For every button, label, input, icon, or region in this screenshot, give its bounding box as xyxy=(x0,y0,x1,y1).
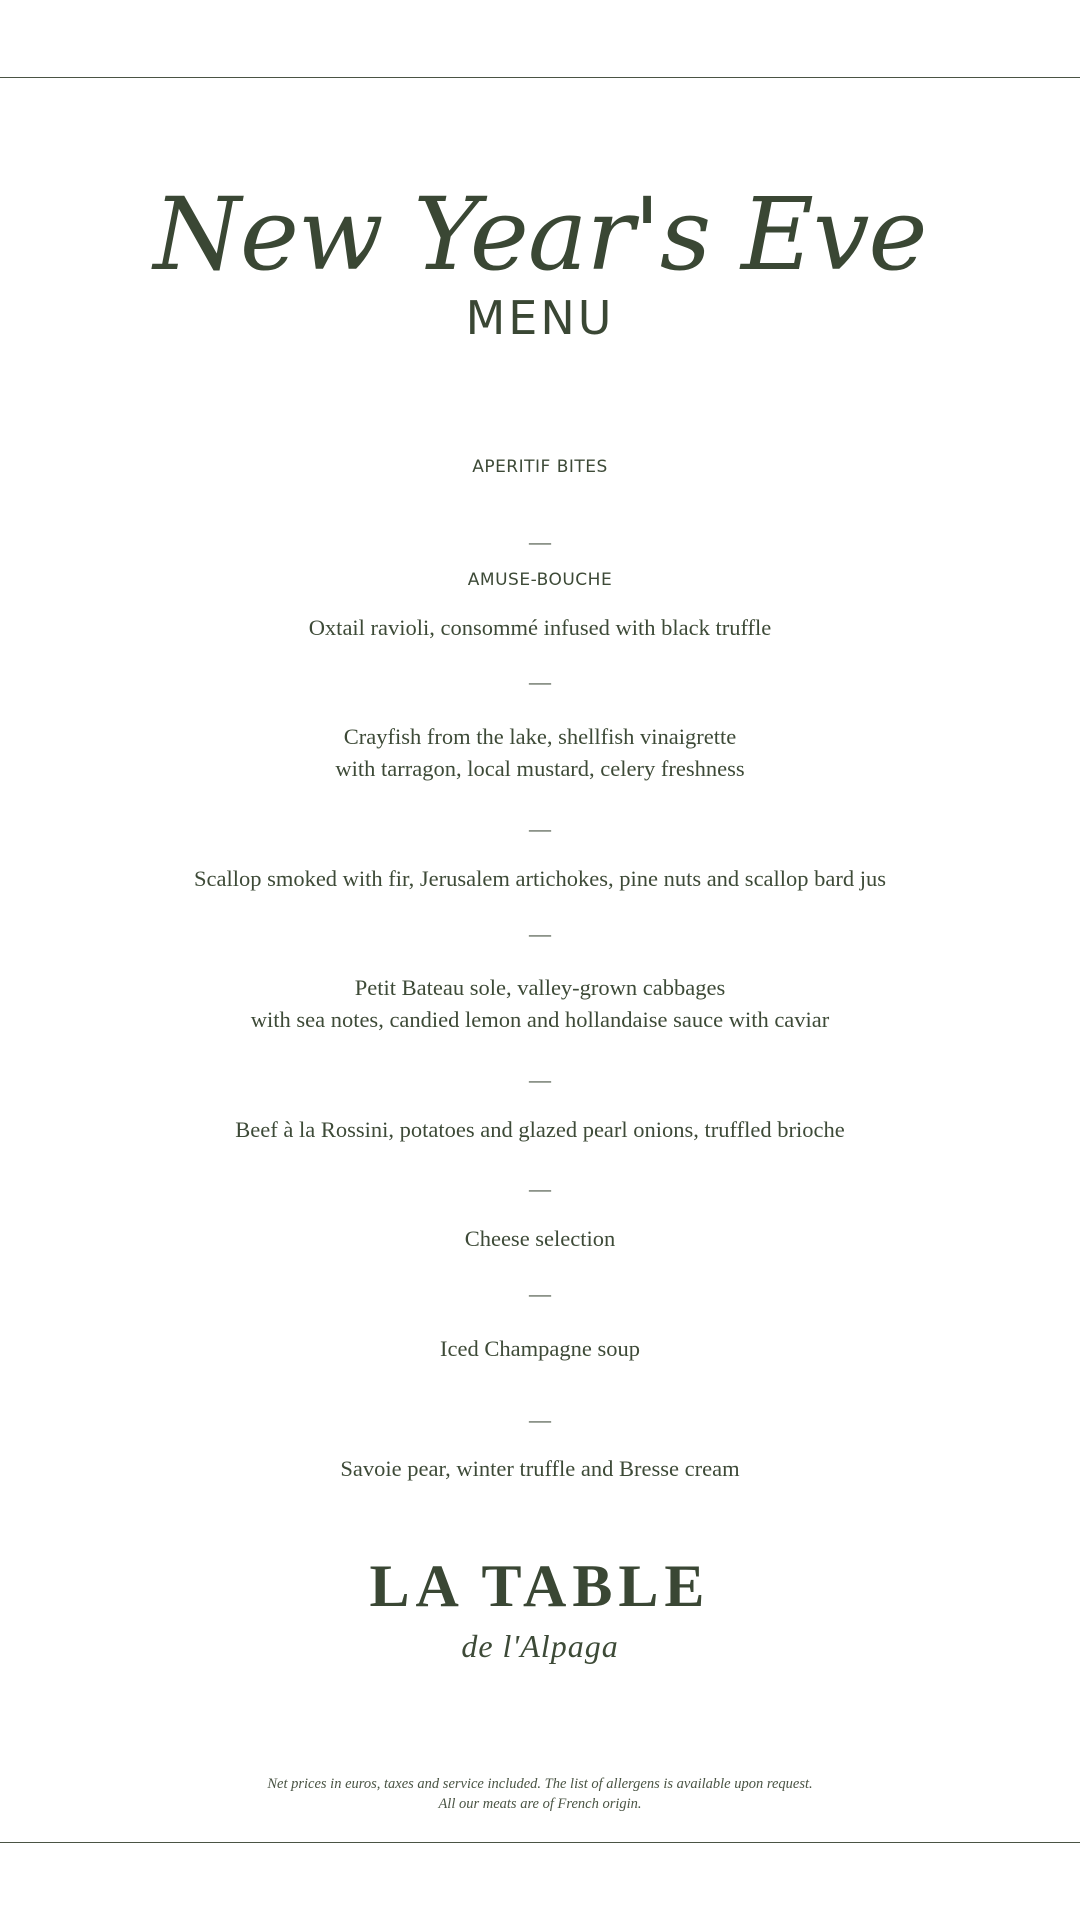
course-separator: — xyxy=(529,529,551,554)
bottom-divider-line xyxy=(0,1842,1080,1843)
dish-sole-line-1: Petit Bateau sole, valley-grown cabbages xyxy=(354,975,726,1000)
course-separator: — xyxy=(529,669,551,694)
restaurant-logo-subtitle: de l'Alpaga xyxy=(461,1628,619,1664)
dish-beef-rossini: Beef à la Rossini, potatoes and glazed pearl onions, truffled brioche xyxy=(235,1117,845,1142)
course-separator: — xyxy=(529,1067,551,1092)
dish-champagne-soup: Iced Champagne soup xyxy=(440,1336,640,1361)
dish-savoie-pear: Savoie pear, winter truffle and Bresse cream xyxy=(340,1456,740,1481)
menu-title-script: New Year's Eve xyxy=(153,176,927,293)
footer-note-line-2: All our meats are of French origin. xyxy=(438,1796,642,1812)
top-divider-line xyxy=(0,77,1080,78)
dish-scallop: Scallop smoked with fir, Jerusalem artichokes, pine nuts and scallop bard jus xyxy=(193,866,887,891)
course-separator: — xyxy=(529,1176,551,1201)
aperitif-bites-heading: APERITIF BITES xyxy=(472,457,608,477)
course-separator: — xyxy=(529,816,551,841)
dish-cheese-selection: Cheese selection xyxy=(464,1226,616,1251)
dish-sole-line-2: with sea notes, candied lemon and hollandaise sauce with caviar xyxy=(250,1007,830,1032)
course-separator: — xyxy=(529,921,551,946)
restaurant-logo-name: LA TABLE xyxy=(369,1553,711,1619)
amuse-bouche-heading: AMUSE-BOUCHE xyxy=(467,570,613,590)
dish-crayfish-line-2: with tarragon, local mustard, celery freshness xyxy=(335,756,745,781)
footer-note-line-1: Net prices in euros, taxes and service included. The list of allergens is available upon request. xyxy=(267,1776,813,1792)
course-separator: — xyxy=(529,1281,551,1306)
course-separator: — xyxy=(529,1407,551,1432)
dish-crayfish-line-1: Crayfish from the lake, shellfish vinaigrette xyxy=(343,724,737,749)
dish-oxtail-ravioli: Oxtail ravioli, consommé infused with black truffle xyxy=(308,615,772,640)
menu-title: MENU xyxy=(465,291,615,345)
